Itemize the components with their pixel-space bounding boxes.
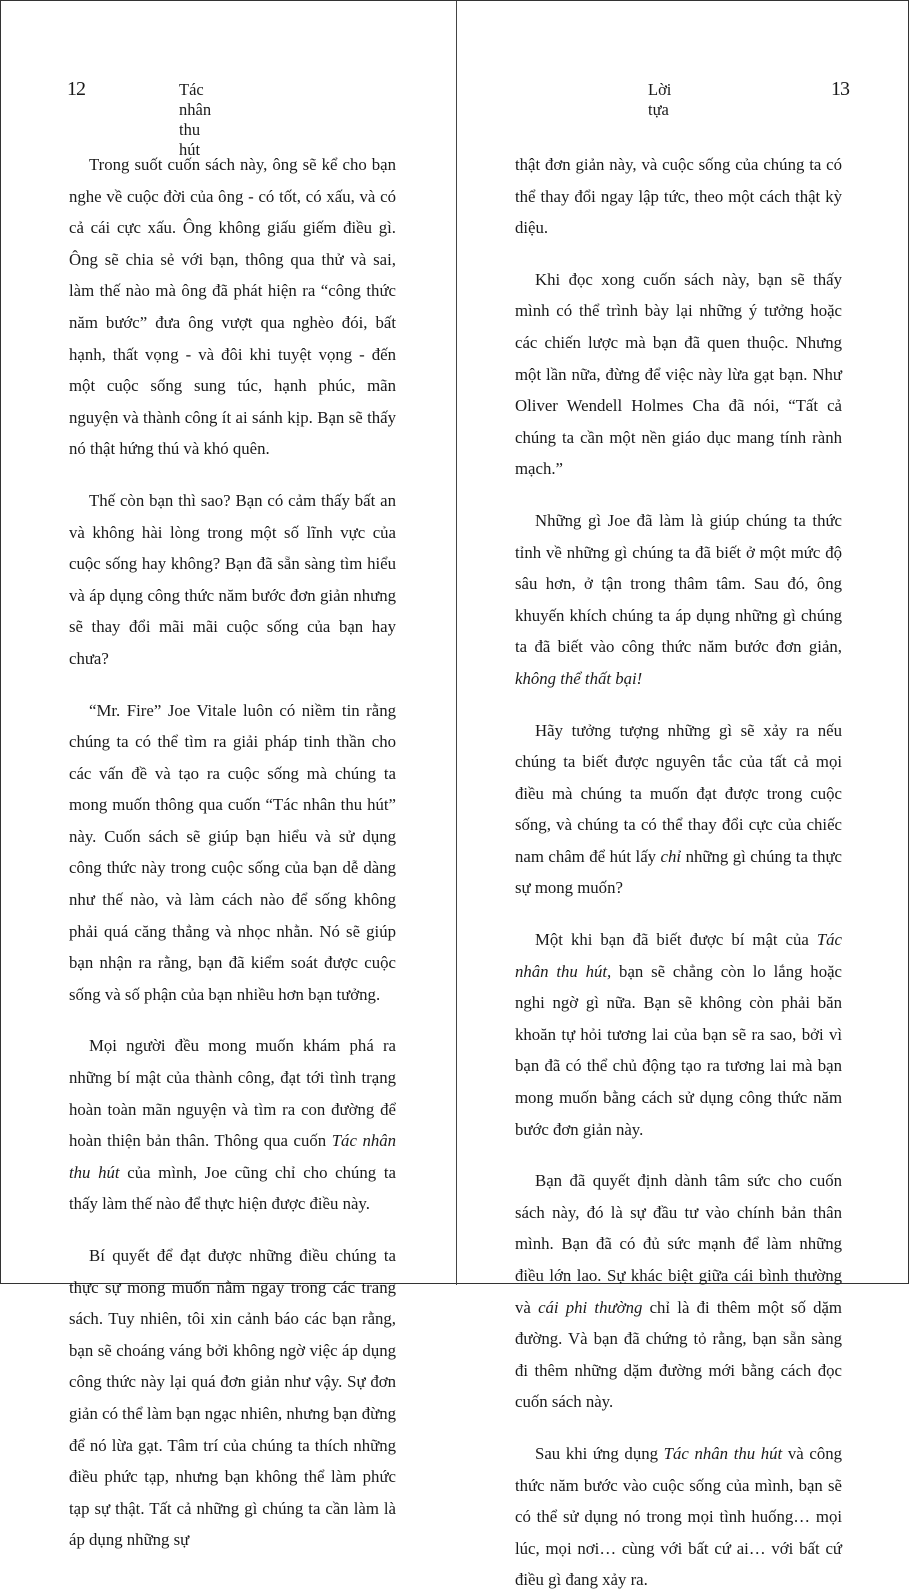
italic-text-run: chỉ bbox=[660, 846, 682, 866]
body-paragraph bbox=[69, 695, 396, 1011]
text-run: Mọi người đều mong muốn khám phá ra những bí mật của thành công, đạt tới tình trạng hoàn toàn mãn nguyện và tìm ra con đường để hoàn thiện bản thân. Thông qua cuốn bbox=[69, 1036, 396, 1151]
running-title: Lời tựa bbox=[648, 80, 672, 119]
right-page bbox=[457, 1, 910, 1590]
body-paragraph bbox=[69, 1030, 396, 1220]
text-run: Một khi bạn đã biết được bí mật của bbox=[535, 930, 817, 950]
body-paragraph bbox=[515, 924, 842, 1145]
text-run: chỉ là đi thêm một số dặm đường. Và bạn đã chứng tỏ rằng, bạn sẵn sàng đi thêm những dặm đường mới bằng cách đọc cuốn sách này. bbox=[515, 1297, 842, 1412]
text-run: “Mr. Fire” Joe Vitale luôn có niềm tin rằng chúng ta có thể tìm ra giải pháp tinh thần cho các vấn đề và tạo ra cuộc sống mà chúng ta mong muốn thông qua cuốn “Tác nhân thu hút” này. Cuốn sách sẽ giúp bạn hiểu và sử dụng công thức này trong cuộc sống của bạn dễ dàng như thế nào, và làm cách nào để sống không phải quá căng thẳng và nhọc nhằn. Nó sẽ giúp bạn nhận ra rằng, bạn đã kiểm soát được cuộc sống và số phận của bạn nhiều hơn bạn tưởng. bbox=[69, 700, 396, 1004]
body-paragraph bbox=[515, 505, 842, 695]
body-paragraph bbox=[515, 715, 842, 905]
text-run: Thế còn bạn thì sao? Bạn có cảm thấy bất an và không hài lòng trong một số lĩnh vực của cuộc sống hay không? Bạn đã sẵn sàng tìm hiểu và áp dụng công thức năm bước đơn giản nhưng sẽ thay đổi mãi mãi cuộc sống của bạn hay chưa? bbox=[69, 490, 396, 668]
body-paragraph bbox=[515, 1438, 842, 1596]
italic-text-run: Tác nhân thu hút bbox=[69, 1131, 397, 1182]
text-run: bạn sẽ chẳng còn lo lắng hoặc nghi ngờ gì nữa. Bạn sẽ không còn phải băn khoăn tự hỏi tương lai của bạn sẽ ra sao, bởi vì bạn đã có thể chủ động tạo ra tương lai mà bạn mong muốn bằng cách sử dụng công thức năm bước đơn giản này. bbox=[515, 961, 842, 1139]
text-run: Sau khi ứng dụng bbox=[535, 1443, 664, 1463]
page-number: 13 bbox=[831, 78, 849, 100]
text-run: Trong suốt cuốn sách này, ông sẽ kể cho bạn nghe về cuộc đời của ông - có tốt, có xấu, và có cả cái cực xấu. Ông không giấu giếm điều gì. Ông sẽ chia sẻ với bạn, thông qua thử và sai, làm thế nào mà ông đã phát hiện ra “công thức năm bước” đưa ông vượt qua nghèo đói, bất hạnh, thất vọng - và đôi khi tuyệt vọng - đến một cuộc sống sung túc, hạnh phúc, mãn nguyện và thành công ít ai sánh kịp. Bạn sẽ thấy nó thật hứng thú và khó quên. bbox=[69, 155, 396, 459]
text-run: Khi đọc xong cuốn sách này, bạn sẽ thấy mình có thể trình bày lại những ý tưởng hoặc các chiến lược mà bạn đã quen thuộc. Nhưng một lần nữa, đừng để việc này lừa gạt bạn. Như Oliver Wendell Holmes Cha đã nói, “Tất cả chúng ta cần một nền giáo dục mang tính rành mạch.” bbox=[515, 269, 842, 479]
body-paragraph bbox=[515, 264, 842, 485]
text-run: Bạn đã quyết định dành tâm sức cho cuốn sách này, đó là sự đầu tư vào chính bản thân mình. Bạn đã có đủ sức mạnh để làm những điều lớn lao. Sự khác biệt giữa cái bình thường và bbox=[515, 1171, 842, 1317]
italic-text-run: không thể thất bại! bbox=[515, 668, 643, 688]
body-paragraph bbox=[515, 149, 842, 244]
body-paragraph bbox=[69, 1240, 396, 1556]
text-run: của mình, Joe cũng chỉ cho chúng ta thấy làm thế nào để thực hiện được điều này. bbox=[69, 1162, 396, 1214]
left-page-body bbox=[69, 149, 396, 1556]
body-paragraph bbox=[69, 485, 396, 675]
text-run: Hãy tưởng tượng những gì sẽ xảy ra nếu chúng ta biết được nguyên tắc của tất cả mọi điều mà chúng ta muốn đạt được trong cuộc sống, và chúng ta có thể thay đổi cực của chiếc nam châm để hút lấy bbox=[515, 720, 842, 866]
body-paragraph bbox=[515, 1165, 842, 1418]
italic-text-run: Tác nhân thu hút, bbox=[515, 930, 842, 981]
left-page bbox=[1, 1, 456, 1550]
italic-text-run: cái phi thường bbox=[538, 1297, 643, 1317]
page-number: 12 bbox=[67, 78, 85, 100]
text-run: thật đơn giản này, và cuộc sống của chúng ta có thể thay đổi ngay lập tức, theo một cách thật kỳ diệu. bbox=[515, 155, 842, 238]
text-run: Những gì Joe đã làm là giúp chúng ta thức tỉnh về những gì chúng ta đã biết ở một mức độ sâu hơn, ở tận trong thâm tâm. Sau đó, ông khuyến khích chúng ta áp dụng những gì chúng ta đã biết vào công thức năm bước đơn giản, bbox=[515, 510, 842, 657]
right-page-body bbox=[515, 149, 842, 1596]
text-run: những gì chúng ta thực sự mong muốn? bbox=[515, 846, 843, 898]
text-run: và công thức năm bước vào cuộc sống của mình, bạn sẽ có thể sử dụng nó trong mọi tình huống… mọi lúc, mọi nơi… cùng với bất cứ ai… với bất cứ điều gì đang xảy ra. bbox=[515, 1443, 842, 1590]
running-title: Tác nhân thu hút bbox=[179, 80, 212, 159]
body-paragraph bbox=[69, 149, 396, 465]
italic-text-run: Tác nhân thu hút bbox=[663, 1443, 783, 1463]
text-run: Bí quyết để đạt được những điều chúng ta thực sự mong muốn nằm ngay trong các trang sách. Tuy nhiên, tôi xin cảnh báo các bạn rằng, bạn sẽ choáng váng bởi không ngờ việc áp dụng công thức này lại quá đơn giản như vậy. Sự đơn giản có thể làm bạn ngạc nhiên, nhưng bạn đừng để nó lừa gạt. Tâm trí của chúng ta thích những điều phức tạp, nhưng bạn không thể làm phức tạp sự thật. Tất cả những gì chúng ta cần làm là áp dụng những sự bbox=[69, 1246, 396, 1550]
